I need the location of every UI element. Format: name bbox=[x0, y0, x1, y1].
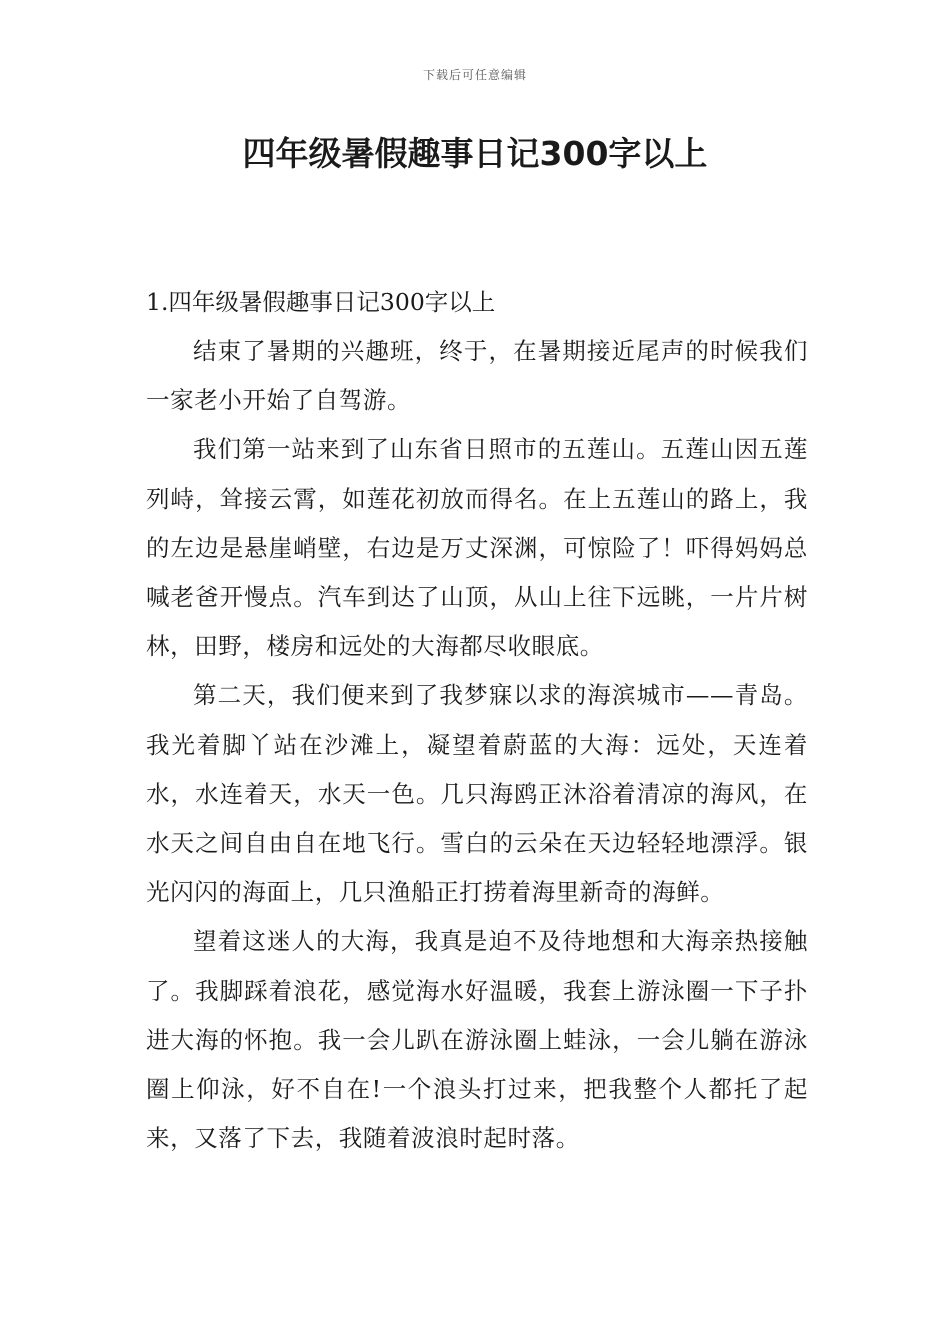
header-note: 下载后可任意编辑 bbox=[422, 68, 527, 82]
document-title: 四年级暑假趣事日记300字以上 bbox=[242, 134, 708, 173]
paragraph-4: 望着这迷人的大海，我真是迫不及待地想和大海亲热接触了。我脚踩着浪花，感觉海水好温暖，我套上游泳圈一下子扑进大海的怀抱。我一会儿趴在游泳圈上蛙泳，一会儿躺在游泳圈上仰泳，好不自在!一个浪头打过来，把我整个人都托了起来，又落了下去，我随着波浪时起时落。 bbox=[146, 927, 808, 1153]
paragraph-1: 结束了暑期的兴趣班，终于，在暑期接近尾声的时候我们一家老小开始了自驾游。 bbox=[146, 337, 808, 415]
paragraph-3: 第二天，我们便来到了我梦寐以求的海滨城市——青岛。我光着脚丫站在沙滩上，凝望着蔚蓝的大海：远处，天连着水，水连着天，水天一色。几只海鸥正沐浴着清凉的海风，在水天之间自由自在地飞行。雪白的云朵在天边轻轻地漂浮。银光闪闪的海面上，几只渔船正打捞着海里新奇的海鲜。 bbox=[146, 681, 808, 907]
paragraph-2: 我们第一站来到了山东省日照市的五莲山。五莲山因五莲列峙，耸接云霄，如莲花初放而得名。在上五莲山的路上，我的左边是悬崖峭壁，右边是万丈深渊，可惊险了！吓得妈妈总喊老爸开慢点。汽车到达了山顶，从山上往下远眺，一片片树林，田野，楼房和远处的大海都尽收眼底。 bbox=[146, 435, 808, 661]
document-body bbox=[146, 278, 808, 1163]
section-heading: 1.四年级暑假趣事日记300字以上 bbox=[146, 288, 496, 316]
